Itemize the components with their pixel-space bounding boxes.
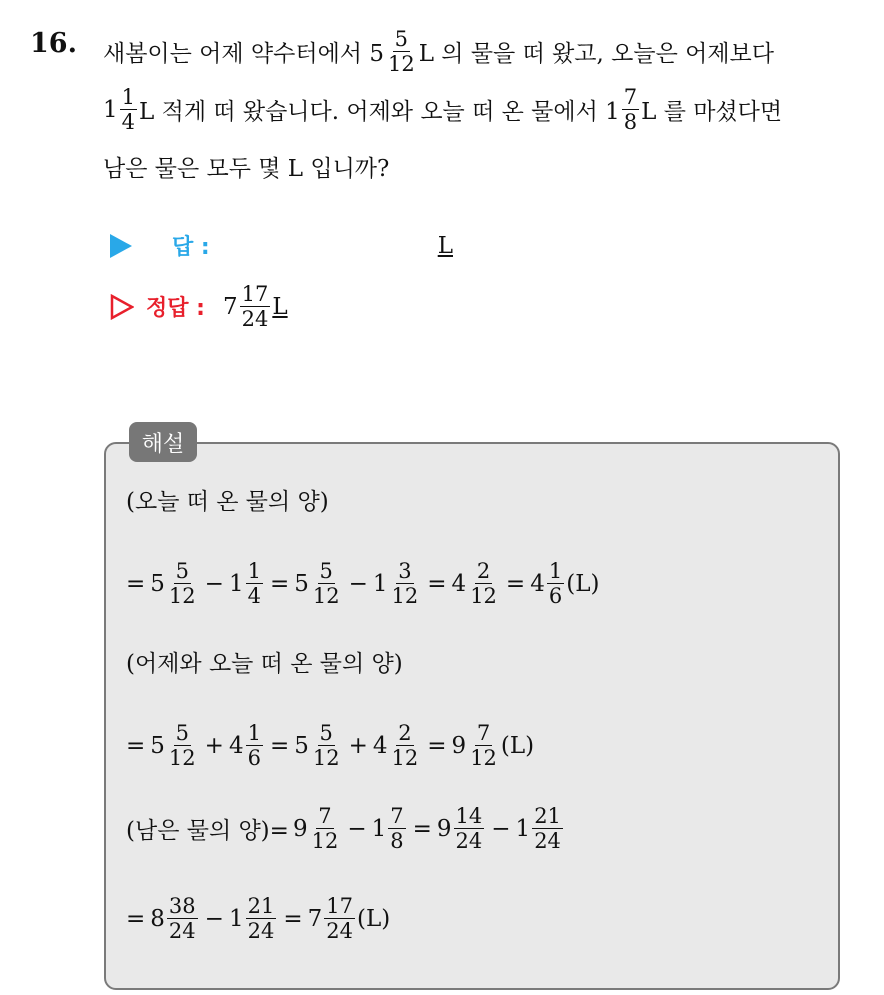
fraction: $\frac{17}{24}$ bbox=[241, 282, 269, 332]
question-line-3: 남은 물은 모두 몇 L 입니까? bbox=[103, 156, 390, 182]
fraction: $\frac{38}{24}$ bbox=[168, 894, 196, 944]
play-arrow-icon bbox=[110, 234, 132, 258]
fraction: $\frac{5}{12}$ bbox=[168, 721, 196, 771]
whole-number: 7 bbox=[222, 293, 238, 320]
fraction: $\frac{7}{12}$ bbox=[470, 721, 497, 771]
question-line-2 bbox=[103, 86, 782, 133]
fraction: $\frac{1}{6}$ bbox=[548, 559, 563, 609]
solution-line-5: (남은 물의 양)= 9 $\frac{7}{12}$ − 1 $\frac{7}{8}$ = 9 $\frac{14}{24}$ − 1 $\frac{21}{24}$ bbox=[126, 804, 561, 854]
fraction: $\frac{1}{4}$ bbox=[247, 559, 261, 609]
correct-answer-unit: L bbox=[272, 293, 288, 320]
fraction: $\frac{21}{24}$ bbox=[534, 804, 561, 854]
fraction: $\frac{21}{24}$ bbox=[247, 894, 275, 944]
fraction: $\frac{2}{12}$ bbox=[391, 721, 419, 771]
fraction: $\frac{3}{12}$ bbox=[391, 559, 419, 609]
solution-line-3: (어제와 오늘 떠 온 물의 양) bbox=[126, 651, 403, 677]
question-line-1 bbox=[103, 28, 774, 75]
fraction: $\frac{7}{8}$ bbox=[623, 85, 638, 135]
correct-answer-label: 정답 : bbox=[146, 296, 205, 322]
answer-label: 답 : bbox=[172, 235, 210, 260]
play-arrow-outline-icon bbox=[110, 294, 134, 320]
fraction: $\frac{7}{8}$ bbox=[390, 804, 404, 854]
fraction: $\frac{5}{12}$ bbox=[312, 721, 340, 771]
fraction: $\frac{7}{12}$ bbox=[311, 804, 339, 854]
answer-row bbox=[110, 230, 453, 261]
solution-line-2: = 5 $\frac{5}{12}$ − 1 $\frac{1}{4}$ = 5 $\frac{5}{12}$ − 1 $\frac{3}{12}$ = 4 $\frac{2}{12}$ = 4 $\frac{1}{6}$ (L) bbox=[126, 559, 600, 609]
solution-tag: 해설 bbox=[129, 422, 197, 462]
fraction: $\frac{17}{24}$ bbox=[326, 894, 353, 944]
fraction: $\frac{1}{4}$ bbox=[121, 85, 136, 135]
fraction: $\frac{2}{12}$ bbox=[470, 559, 497, 609]
correct-answer-value bbox=[223, 283, 288, 330]
fraction: $\frac{14}{24}$ bbox=[455, 804, 483, 854]
question-text: L 의 물을 떠 왔고, 오늘은 어제보다 bbox=[418, 41, 774, 68]
whole-number: 1 bbox=[103, 96, 118, 123]
solution-line-6: = 8 $\frac{38}{24}$ − 1 $\frac{21}{24}$ = 7 $\frac{17}{24}$ (L) bbox=[126, 894, 391, 944]
question-number: 16. bbox=[30, 28, 77, 59]
fraction: $\frac{1}{6}$ bbox=[247, 721, 261, 771]
question-text: 새봄이는 어제 약수터에서 5 bbox=[103, 41, 384, 68]
solution-line-4: = 5 $\frac{5}{12}$ + 4 $\frac{1}{6}$ = 5 $\frac{5}{12}$ + 4 $\frac{2}{12}$ = 9 $\frac{7}{12}$ (L) bbox=[126, 721, 535, 771]
fraction: $\frac{5}{12}$ bbox=[312, 559, 340, 609]
question-text: L 를 마셨다면 bbox=[641, 99, 783, 126]
question-text: L 적게 떠 왔습니다. 어제와 오늘 떠 온 물에서 1 bbox=[139, 99, 620, 126]
answer-unit: L bbox=[437, 232, 453, 259]
solution-line-1: (오늘 떠 온 물의 양) bbox=[126, 489, 329, 515]
fraction: $\frac{5}{12}$ bbox=[168, 559, 196, 609]
fraction: $\frac{5}{12}$ bbox=[387, 27, 415, 77]
correct-answer-row bbox=[110, 283, 288, 330]
